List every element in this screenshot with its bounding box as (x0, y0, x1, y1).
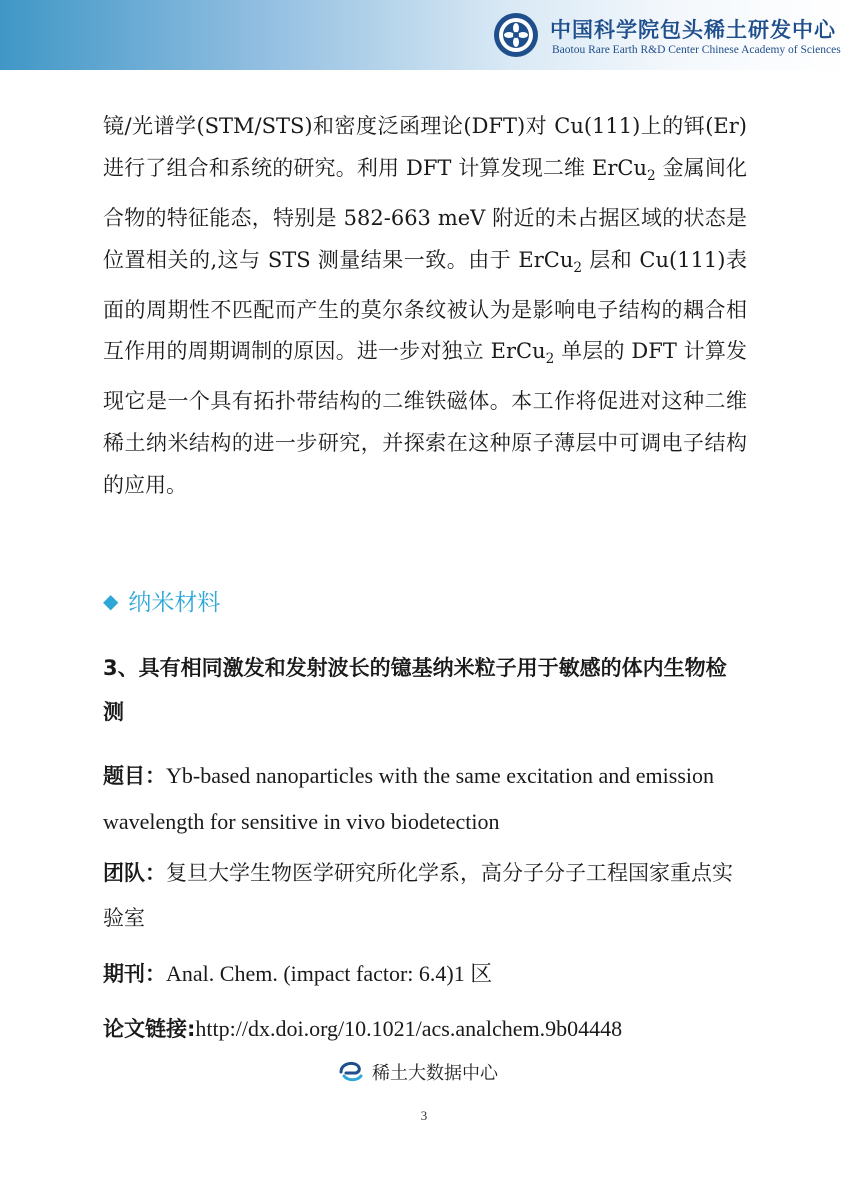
paragraph-segment: 层和 Cu(111)表面的周期性不匹配而产生的莫尔条纹被认为是影响电子结构的耦合相互作用的周期调制的原因。进一步对独立 ErCu (103, 247, 747, 364)
subscript: 2 (573, 259, 583, 276)
article-title: 3、具有相同激发和发射波长的镱基纳米粒子用于敏感的体内生物检测 (103, 656, 727, 724)
field-team-value: 复旦大学生物医学研究所化学系，高分子分子工程国家重点实验室 (103, 861, 733, 930)
subscript: 2 (647, 167, 656, 184)
field-title (103, 753, 747, 845)
field-team-label: 团队： (103, 861, 166, 885)
field-link (103, 1006, 747, 1052)
footer-brand (338, 1059, 498, 1085)
footer-brand-text: 稀土大数据中心 (372, 1063, 498, 1084)
field-journal (103, 951, 747, 997)
field-title-value: Yb-based nanoparticles with the same excitation and emission wavelength for sensitive in vivo biodetection (103, 763, 715, 834)
header-org-en: Baotou Rare Earth R&D Center Chinese Academy of Sciences (552, 44, 841, 56)
paragraph-segment: 镜/光谱学(STM/STS)和密度泛函理论(DFT)对 Cu(111)上的铒(Er)进行了组合和系统的研究。利用 DFT 计算发现二维 ErCu (103, 114, 747, 180)
cas-logo-icon (493, 12, 539, 58)
paragraph-segment: 单层的 DFT 计算发现它是一个具有拓扑带结构的二维铁磁体。本工作将促进对这种二维稀土纳米结构的进一步研究，并探索在这种原子薄层中可调电子结构的应用。 (103, 339, 747, 497)
paragraph-segment: 金属间化合物的特征能态，特别是 582-663 meV 附近的未占据区域的状态是位置相关的,这与 STS 测量结果一致。由于 ErCu (103, 155, 747, 272)
body-paragraph (103, 106, 747, 507)
paper-link[interactable]: http://dx.doi.org/10.1021/acs.analchem.9b04448 (195, 1016, 623, 1041)
section-heading (103, 584, 220, 617)
field-journal-label: 期刊： (103, 962, 166, 986)
field-link-label: 论文链接: (103, 1017, 196, 1041)
field-title-label: 题目： (103, 764, 166, 788)
diamond-bullet-icon: ◆ (103, 588, 119, 613)
field-journal-value: Anal. Chem. (impact factor: 6.4)1 区 (166, 961, 493, 986)
header-org-cn: 中国科学院包头稀土研发中心 (550, 17, 836, 42)
field-team (103, 851, 747, 941)
page-number: 3 (420, 1108, 428, 1123)
data-center-logo-icon (338, 1061, 364, 1083)
section-heading-text: 纳米材料 (128, 590, 221, 616)
subscript: 2 (545, 351, 555, 368)
